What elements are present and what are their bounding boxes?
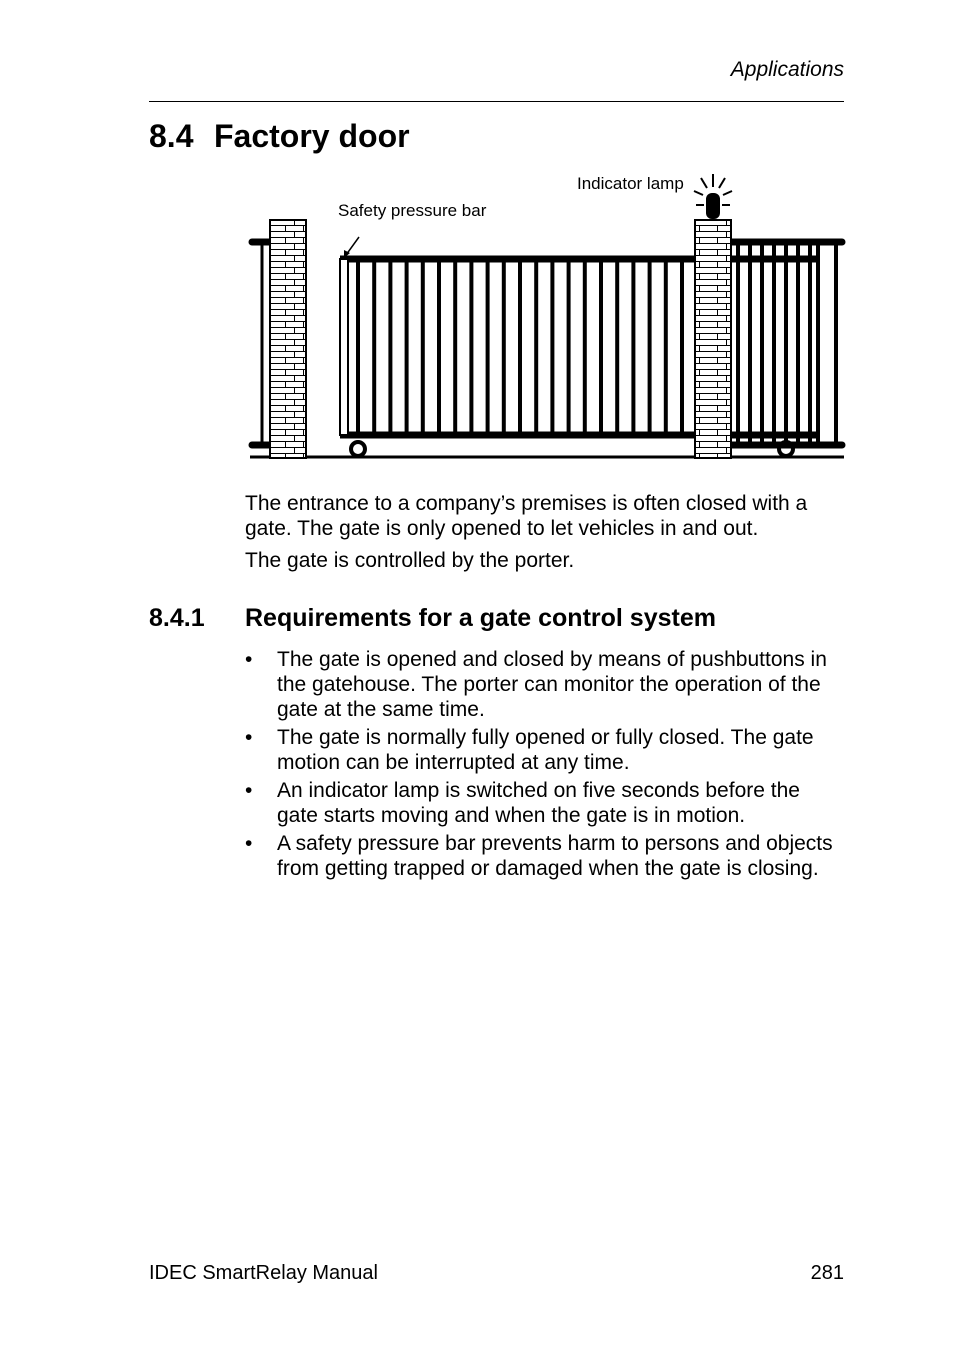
page-number: 281 — [810, 1262, 844, 1284]
lamp-ray — [719, 178, 725, 188]
safety-pressure-bar-label: Safety pressure bar — [338, 201, 487, 220]
indicator-lamp-label: Indicator lamp — [577, 174, 684, 193]
bullet: • — [245, 648, 253, 671]
safety-pressure-bar — [340, 259, 348, 435]
bullet: • — [245, 726, 253, 749]
subsection-title — [149, 604, 716, 633]
requirements-list — [245, 647, 845, 884]
bullet: • — [245, 779, 253, 802]
factory-gate-figure — [240, 165, 850, 475]
section-title-text: Factory door — [214, 118, 410, 154]
left-brick-pillar — [270, 220, 306, 458]
list-item-text: An indicator lamp is switched on five seconds before the gate starts moving and when the gate is in motion. — [277, 779, 800, 827]
right-brick-pillar — [695, 220, 731, 458]
bullet: • — [245, 832, 253, 855]
header-rule — [149, 101, 844, 102]
list-item-text: The gate is opened and closed by means of pushbuttons in the gatehouse. The porter can monitor the operation of the gate at the same time. — [277, 648, 827, 721]
footer-manual-title: IDEC SmartRelay Manual — [149, 1262, 378, 1284]
intro-paragraph: The entrance to a company’s premises is often closed with a gate. The gate is only opened to let vehicles in and out. — [245, 492, 808, 540]
indicator-lamp — [694, 174, 732, 219]
subsection-number: 8.4.1 — [149, 604, 205, 632]
intro-text — [245, 491, 845, 580]
section-number: 8.4 — [149, 118, 194, 154]
list-item-text: A safety pressure bar prevents harm to persons and objects from getting trapped or damaged when the gate is closing. — [277, 832, 833, 880]
right-fence — [730, 242, 842, 445]
list-item — [245, 725, 845, 775]
list-item — [245, 831, 845, 881]
gate-wheel-left — [351, 442, 365, 456]
section-title — [149, 118, 410, 155]
lamp-ray — [694, 191, 703, 195]
fence-bars — [738, 242, 836, 445]
indicator-lamp-body — [706, 193, 720, 219]
list-item — [245, 647, 845, 722]
intro-paragraph: The gate is controlled by the porter. — [245, 549, 575, 572]
subsection-title-text: Requirements for a gate control system — [245, 604, 716, 632]
gate-bars — [358, 259, 682, 435]
running-header: Applications — [730, 58, 844, 81]
lamp-ray — [701, 178, 707, 188]
lamp-ray — [723, 191, 732, 195]
factory-gate-drawing — [240, 165, 850, 475]
list-item-text: The gate is normally fully opened or fully closed. The gate motion can be interrupted at any time. — [277, 726, 814, 774]
list-item — [245, 778, 845, 828]
